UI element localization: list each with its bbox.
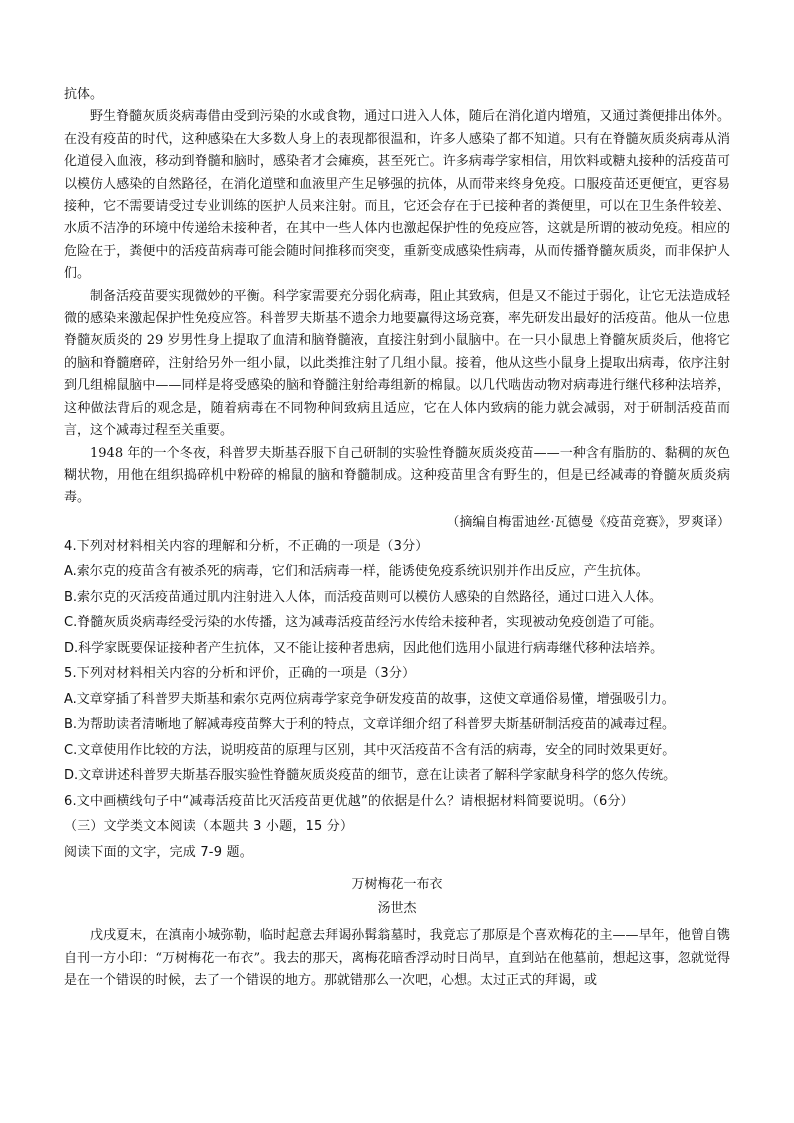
question-4-option-c: C.脊髓灰质炎病毒经受污染的水传播，这为减毒活疫苗经污水传给未接种者，实现被动免疫创造了可能。 xyxy=(64,615,663,631)
question-5-option-a: A.文章穿插了科普罗夫斯基和索尔克两位病毒学家竞争研发疫苗的故事，这使文章通俗易懂，增强吸引力。 xyxy=(64,691,675,707)
story-paragraph-1: 戊戌夏末，在滇南小城弥勒，临时起意去拜谒孙髯翁墓时，我竟忘了那原是个喜欢梅花的主——早年，他曾自镌自刊一方小印：“万树梅花一布衣”。我去的那天，离梅花暗香浮动时日尚早，直到站在他墓前，想起这事，忽就觉得是在一个错误的时候，去了一个错误的地方。那就错那么一次吧，心想。太过正式的拜谒，或 xyxy=(64,928,730,989)
question-5-option-d: D.文章讲述科普罗夫斯基吞服实验性脊髓灰质炎疫苗的细节，意在让读者了解科学家献身科学的悠久传统。 xyxy=(64,768,677,784)
question-5-option-c: C.文章使用作比较的方法，说明疫苗的原理与区别，其中灭活疫苗不含有活的病毒，安全的同时效果更好。 xyxy=(64,742,676,758)
story-title: 万树梅花一布衣 xyxy=(351,877,443,893)
question-5: 5.下列对材料相关内容的分析和评价，正确的一项是（3分） xyxy=(64,666,416,682)
question-6: 6.文中画横线句子中“减毒活疫苗比灭活疫苗更优越”的依据是什么？请根据材料简要说明。（6分） xyxy=(64,793,634,809)
question-4-option-d: D.科学家既要保证接种者产生抗体，又不能让接种者患病，因此他们选用小鼠进行病毒继代移种法培养。 xyxy=(64,640,664,656)
story-author: 汤世杰 xyxy=(377,901,417,917)
passage-paragraph-3: 1948 年的一个冬夜，科普罗夫斯基吞服下自己研制的实验性脊髓灰质炎疫苗——一种含有脂肪的、黏稠的灰色糊状物，用他在组织捣碎机中粉碎的棉鼠的脑和脊髓制成。这种疫苗里含有野生的，但是已经减毒的脊髓灰质炎病毒。 xyxy=(64,445,730,506)
passage-source: （摘编自梅雷迪丝·瓦德曼《疫苗竞赛》，罗爽译） xyxy=(446,514,730,530)
question-4-option-a: A.索尔克的疫苗含有被杀死的病毒，它们和活病毒一样，能诱使免疫系统识别并作出反应，产生抗体。 xyxy=(64,564,649,580)
passage-paragraph-2: 制备活疫苗要实现微妙的平衡。科学家需要充分弱化病毒，阻止其致病，但是又不能过于弱化，让它无法造成轻微的感染来激起保护性免疫应答。科普罗夫斯基不遗余力地要赢得这场竞赛，率先研发出最好的活疫苗。他从一位患脊髓灰质炎的 29 岁男性身上提取了血清和脑脊髓液，直接注射到小鼠脑中。在一只小鼠患上脊髓灰质炎后，他将它的脑和脊髓磨碎，注射给另外一组小鼠，以此类推注射了几组小鼠。接着，他从这些小鼠身上提取出病毒，依序注射到几组棉鼠脑中——同样是将受感染的脑和脊髓注射给毒组新的棉鼠。以几代啮齿动物对病毒进行继代移种法培养，这种做法背后的观念是，随着病毒在不同物种间致病且适应，它在人体内致病的能力就会减弱，对于研制活疫苗而言，这个减毒过程至关重要。 xyxy=(64,288,730,439)
question-4: 4.下列对材料相关内容的理解和分析，不正确的一项是（3分） xyxy=(64,538,429,554)
passage-paragraph-1: 野生脊髓灰质炎病毒借由受到污染的水或食物，通过口进入人体，随后在消化道内增殖，又通过粪便排出体外。在没有疫苗的时代，这种感染在大多数人身上的表现都很温和，许多人感染了都不知道。只有在脊髓灰质炎病毒从消化道侵入血液，移动到脊髓和脑时，感染者才会瘫痪，甚至死亡。许多病毒学家相信，用饮料或糖丸接种的活疫苗可以模仿人感染的自然路径，在消化道壁和血液里产生足够强的抗体，从而带来终身免疫。口服疫苗还更便宜，更容易接种，它不需要请受过专业训练的医护人员来注射。而且，它还会存在于已接种者的粪便里，可以在卫生条件较差、水质不洁净的环境中传递给未接种者，在其中一些人体内也激起保护性的免疫应答，这就是所谓的被动免疫。相应的危险在于，粪便中的活疫苗病毒可能会随时间推移而突变，重新变成感染性病毒，从而传播脊髓灰质炎，而非保护人们。 xyxy=(64,109,730,282)
passage-paragraph-0: 抗体。 xyxy=(64,87,104,102)
section-heading: （三）文学类文本阅读（本题共 3 小题，15 分） xyxy=(64,819,354,835)
question-4-option-b: B.索尔克的灭活疫苗通过肌内注射进入人体，而活疫苗则可以模仿人感染的自然路径，通过口进入人体。 xyxy=(64,589,663,605)
question-5-option-b: B.为帮助读者清晰地了解减毒疫苗弊大于利的特点，文章详细介绍了科普罗夫斯基研制活疫苗的减毒过程。 xyxy=(64,717,676,733)
reading-instruction: 阅读下面的文字，完成 7-9 题。 xyxy=(64,844,253,860)
